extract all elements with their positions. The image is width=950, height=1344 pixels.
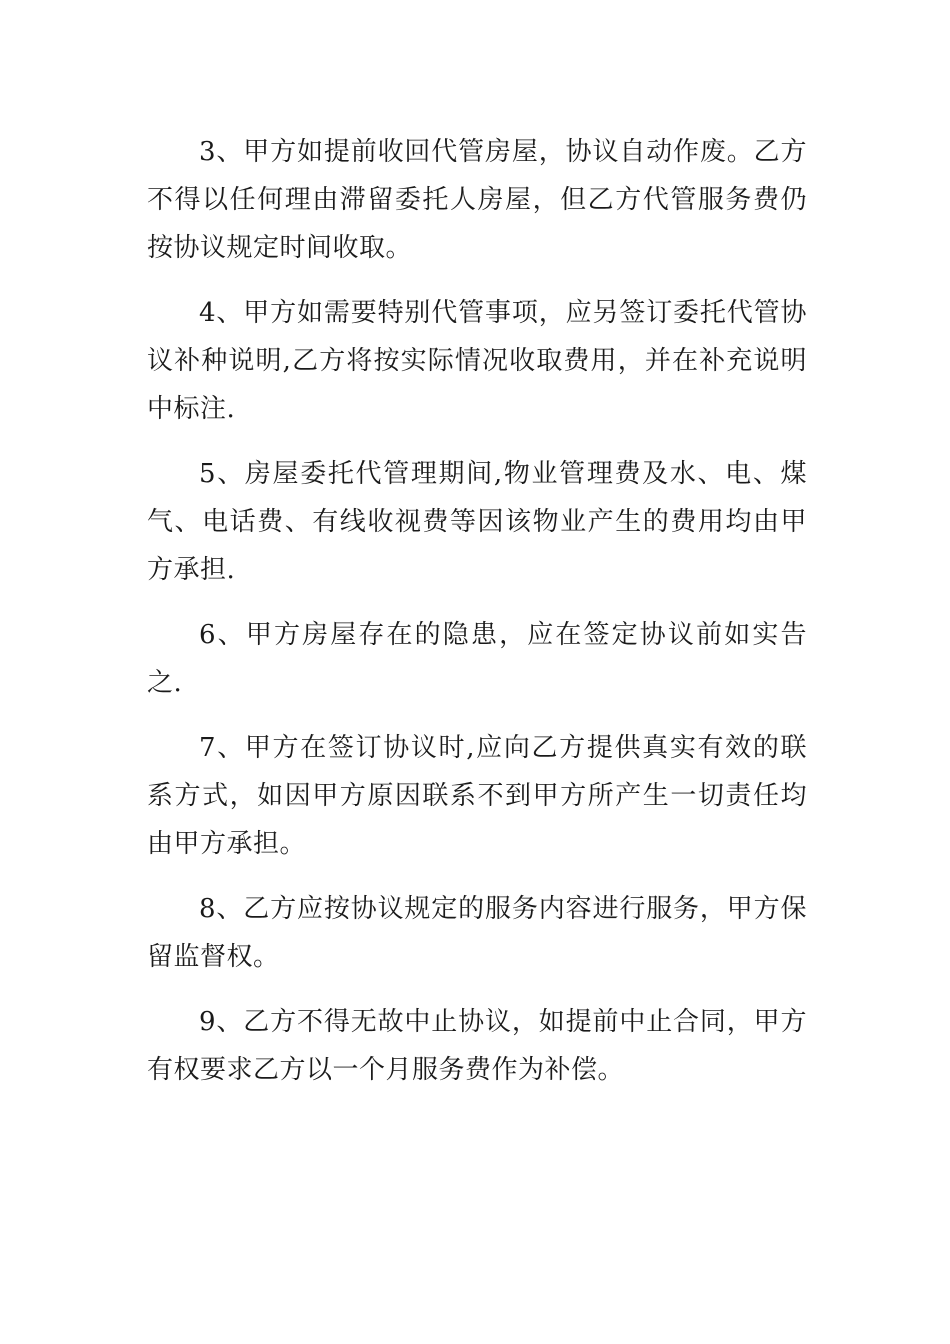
clause-8: 8、乙方应按协议规定的服务内容进行服务，甲方保留监督权。: [147, 894, 807, 972]
agreement-body: [147, 128, 807, 1111]
clause-4: 4、甲方如需要特别代管事项，应另签订委托代管协议补种说明,乙方将按实际情况收取费用，并在补充说明中标注.: [147, 298, 807, 424]
clause-9: 9、乙方不得无故中止协议，如提前中止合同，甲方有权要求乙方以一个月服务费作为补偿。: [147, 1007, 807, 1085]
clause-3: 3、甲方如提前收回代管房屋，协议自动作废。乙方不得以任何理由滞留委托人房屋，但乙方代管服务费仍按协议规定时间收取。: [147, 137, 807, 263]
clause-6: 6、甲方房屋存在的隐患，应在签定协议前如实告之.: [147, 620, 807, 698]
clause-7: 7、甲方在签订协议时,应向乙方提供真实有效的联系方式，如因甲方原因联系不到甲方所产生一切责任均由甲方承担。: [147, 733, 807, 859]
clause-5: 5、房屋委托代管理期间,物业管理费及水、电、煤气、电话费、有线收视费等因该物业产生的费用均由甲方承担.: [147, 459, 807, 585]
